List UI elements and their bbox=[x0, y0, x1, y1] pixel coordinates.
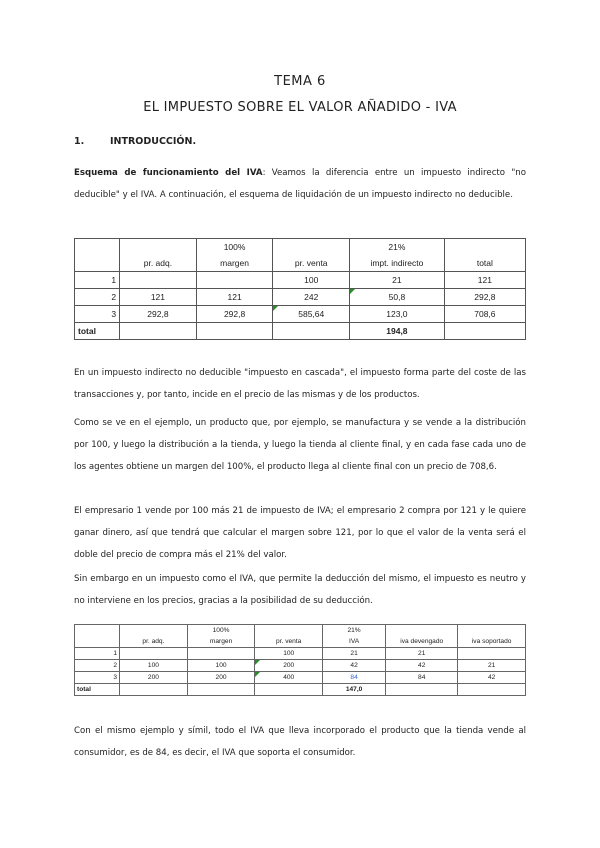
total-label: total bbox=[75, 323, 120, 340]
total-value: 194,8 bbox=[350, 323, 445, 340]
table-cell bbox=[120, 239, 197, 256]
table-cell: 585,64 bbox=[273, 306, 350, 323]
paragraph-iva-neutro: Sin embargo en un impuesto como el IVA, que permite la deducción del mismo, el impuesto es neutro y no interviene en los precios, gracias a la posibilidad de su deducción. bbox=[74, 574, 526, 606]
table-cell: 42 bbox=[458, 672, 526, 684]
table-cell bbox=[386, 625, 458, 637]
table-cell: 21 bbox=[386, 648, 458, 660]
table-cell: 50,8 bbox=[350, 289, 445, 306]
paragraph-intro-bold: Esquema de funcionamiento del IVA bbox=[74, 168, 263, 178]
table-cell: 21 bbox=[350, 272, 445, 289]
iva-table bbox=[74, 624, 526, 696]
column-header: iva devengado bbox=[386, 636, 458, 648]
table-row bbox=[75, 625, 526, 637]
paragraph-conclusion: Con el mismo ejemplo y símil, todo el IVA que lleva incorporado el producto que la tienda vende al consumidor, es de 84, es decir, el IVA que soporta el consumidor. bbox=[74, 726, 526, 758]
table-cell bbox=[273, 239, 350, 256]
column-header: total bbox=[444, 255, 525, 272]
document-title: EL IMPUESTO SOBRE EL VALOR AÑADIDO - IVA bbox=[143, 100, 457, 115]
table-cell bbox=[120, 272, 197, 289]
table-cell bbox=[120, 684, 188, 696]
table-cell: 242 bbox=[273, 289, 350, 306]
column-header: impt. indirecto bbox=[350, 255, 445, 272]
table-cell: 200 bbox=[255, 660, 323, 672]
row-index: 3 bbox=[75, 672, 120, 684]
table-cell: 200 bbox=[120, 672, 188, 684]
table-cell: 100 bbox=[255, 648, 323, 660]
cascade-tax-table bbox=[74, 238, 526, 340]
table-row bbox=[75, 672, 526, 684]
section-title: INTRODUCCIÓN. bbox=[110, 136, 197, 147]
table-cell: 708,6 bbox=[444, 306, 525, 323]
table-cell bbox=[187, 648, 255, 660]
table-cell bbox=[458, 648, 526, 660]
table-cell bbox=[120, 323, 197, 340]
table-cell bbox=[75, 255, 120, 272]
pct-impuesto-cell: 21% bbox=[350, 239, 445, 256]
table-cell bbox=[458, 625, 526, 637]
table-total-row bbox=[75, 684, 526, 696]
column-header: pr. adq. bbox=[120, 636, 188, 648]
table-cell: 84 bbox=[386, 672, 458, 684]
table-cell: 292,8 bbox=[120, 306, 197, 323]
row-index: 2 bbox=[75, 289, 120, 306]
paragraph-intro-text: : Veamos la diferencia entre un impuesto indirecto "no deducible" y el IVA. A continuación, el esquema de liquidación de un impuesto indirecto no deducible. bbox=[74, 168, 526, 200]
table-cell bbox=[120, 648, 188, 660]
table-cell: 292,8 bbox=[196, 306, 273, 323]
column-header: margen bbox=[187, 636, 255, 648]
table-cell bbox=[386, 684, 458, 696]
table-cell: 200 bbox=[187, 672, 255, 684]
table-cell: 121 bbox=[444, 272, 525, 289]
table-row bbox=[75, 306, 526, 323]
table-cell: 100 bbox=[187, 660, 255, 672]
table-cell bbox=[75, 636, 120, 648]
table-cell bbox=[75, 625, 120, 637]
table-cell: 21 bbox=[458, 660, 526, 672]
table-row bbox=[75, 648, 526, 660]
total-label: total bbox=[75, 684, 120, 696]
table-cell-highlight: 84 bbox=[323, 672, 386, 684]
row-index: 2 bbox=[75, 660, 120, 672]
table-cell: 100 bbox=[273, 272, 350, 289]
table-cell bbox=[444, 323, 525, 340]
row-index: 1 bbox=[75, 648, 120, 660]
table-total-row bbox=[75, 323, 526, 340]
table-cell bbox=[187, 684, 255, 696]
column-header: pr. venta bbox=[273, 255, 350, 272]
table-cell: 121 bbox=[120, 289, 197, 306]
paragraph-empresario: El empresario 1 vende por 100 más 21 de impuesto de IVA; el empresario 2 compra por 121 y le quiere ganar dinero, así que tendrá que calcular el margen sobre 121, por lo que el valor de la venta será el doble del precio de compra más el 21% del valor. bbox=[74, 506, 526, 560]
row-index: 1 bbox=[75, 272, 120, 289]
pct-iva-cell: 21% bbox=[323, 625, 386, 637]
table-cell bbox=[255, 684, 323, 696]
table-cell bbox=[255, 625, 323, 637]
table-cell bbox=[196, 272, 273, 289]
table-cell bbox=[458, 684, 526, 696]
table-row bbox=[75, 289, 526, 306]
column-header: pr. venta bbox=[255, 636, 323, 648]
table-cell: 21 bbox=[323, 648, 386, 660]
paragraph-example: Como se ve en el ejemplo, un producto que, por ejemplo, se manufactura y se vende a la distribución por 100, y luego la distribución a la tienda, y luego la tienda al cliente final, y en cada fase cada uno de los agentes obtiene un margen del 100%, el producto llega al cliente final con un precio de 708,6. bbox=[74, 418, 526, 472]
paragraph-cascade: En un impuesto indirecto no deducible "impuesto en cascada", el impuesto forma parte del coste de las transacciones y, por tanto, incide en el precio de las mismas y de los productos. bbox=[74, 368, 526, 400]
table-cell: 400 bbox=[255, 672, 323, 684]
table-cell bbox=[273, 323, 350, 340]
table-cell bbox=[120, 625, 188, 637]
table-cell bbox=[75, 239, 120, 256]
column-header: margen bbox=[196, 255, 273, 272]
table-cell: 123,0 bbox=[350, 306, 445, 323]
row-index: 3 bbox=[75, 306, 120, 323]
table-cell: 42 bbox=[386, 660, 458, 672]
table-cell: 100 bbox=[120, 660, 188, 672]
table-cell bbox=[196, 323, 273, 340]
section-number: 1. bbox=[74, 136, 85, 147]
table-cell: 42 bbox=[323, 660, 386, 672]
tema-heading: TEMA 6 bbox=[274, 74, 326, 89]
total-value: 147,0 bbox=[323, 684, 386, 696]
table-row bbox=[75, 660, 526, 672]
column-header: iva soportado bbox=[458, 636, 526, 648]
table-header-row bbox=[75, 255, 526, 272]
section-heading bbox=[74, 136, 196, 147]
pct-margen-cell: 100% bbox=[187, 625, 255, 637]
column-header: IVA bbox=[323, 636, 386, 648]
table-cell: 292,8 bbox=[444, 289, 525, 306]
pct-margen-cell: 100% bbox=[196, 239, 273, 256]
table-cell: 121 bbox=[196, 289, 273, 306]
table-row bbox=[75, 239, 526, 256]
table-row bbox=[75, 272, 526, 289]
table-cell bbox=[444, 239, 525, 256]
paragraph-intro bbox=[74, 162, 526, 206]
column-header: pr. adq. bbox=[120, 255, 197, 272]
table-header-row bbox=[75, 636, 526, 648]
